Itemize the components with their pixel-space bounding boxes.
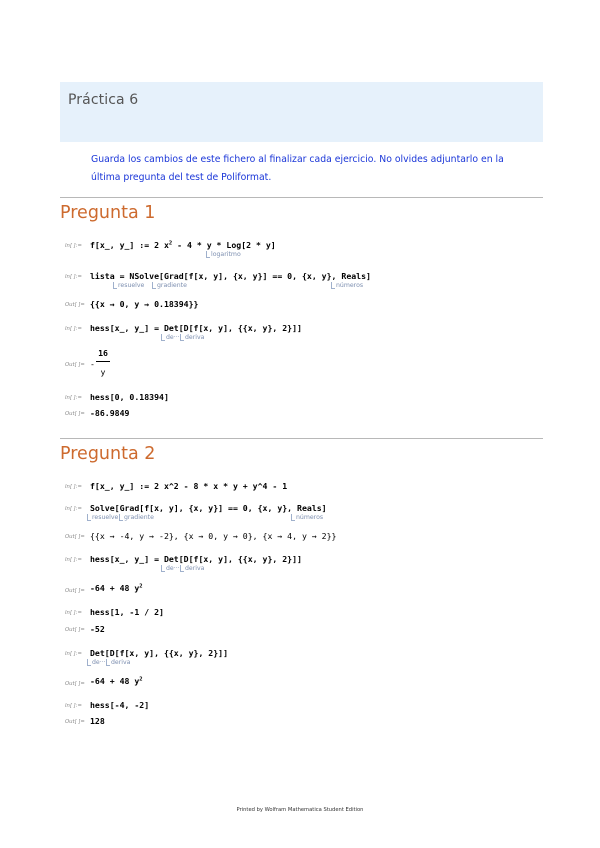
tooltip-de: de··· xyxy=(161,334,180,341)
output-minus-sign: - xyxy=(90,359,95,369)
section-divider xyxy=(60,438,543,439)
input-label: In[ ]:= xyxy=(65,484,82,490)
page-title: Práctica 6 xyxy=(68,92,139,108)
input-label: In[ ]:= xyxy=(65,557,82,563)
output-label: Out[ ]= xyxy=(65,681,85,687)
tooltip-resuelve: resuelve xyxy=(113,282,144,289)
input-cell-hess-eval[interactable]: hess[0, 0.18394] xyxy=(90,392,169,402)
tooltip-logaritmo: logaritmo xyxy=(206,251,241,258)
output-cell-hess: -64 + 48 $y^2$ xyxy=(90,583,143,593)
input-label: In[ ]:= xyxy=(65,506,82,512)
print-footer: Printed by Wolfram Mathematica Student Edition xyxy=(236,807,364,813)
input-label: In[ ]:= xyxy=(65,651,82,657)
output-label: Out[ ]= xyxy=(65,588,85,594)
input-label: In[ ]:= xyxy=(65,703,82,709)
input-cell-solve[interactable]: Solve[Grad[f[x, y], {x, y}] == 0, {x, y}, Reals] xyxy=(90,503,327,513)
input-cell-hess[interactable]: hess[x_, y_] = Det[D[f[x, y], {{x, y}, 2}]] xyxy=(90,554,302,564)
tooltip-gradiente: gradiente xyxy=(119,514,154,521)
output-label: Out[ ]= xyxy=(65,411,85,417)
input-label: In[ ]:= xyxy=(65,326,82,332)
input-cell-nsolve[interactable]: lista = NSolve[Grad[f[x, y], {x, y}] == 0, {x, y}, Reals] xyxy=(90,271,371,281)
fraction-numerator: 16 xyxy=(98,348,108,358)
fraction-denominator: y xyxy=(100,367,106,377)
section-title-pregunta-1: Pregunta 1 xyxy=(60,203,156,223)
title-cell xyxy=(60,82,543,142)
output-label: Out[ ]= xyxy=(65,627,85,633)
output-label: Out[ ]= xyxy=(65,719,85,725)
input-cell-define-f[interactable]: f[x_, y_] := 2 x^2 - 8 * x * y + y^4 - 1 xyxy=(90,481,288,491)
input-cell-det[interactable]: Det[D[f[x, y], {{x, y}, 2}]] xyxy=(90,648,229,658)
output-label: Out[ ]= xyxy=(65,534,85,540)
output-cell-nsolve: {{x → 0, y → 0.18394}} xyxy=(90,299,199,309)
input-cell-hess-eval-2[interactable]: hess[-4, -2] xyxy=(90,700,150,710)
tooltip-de: de··· xyxy=(87,659,106,666)
input-cell-hess-eval[interactable]: hess[1, -1 / 2] xyxy=(90,607,164,617)
section-divider xyxy=(60,197,543,198)
fraction-bar xyxy=(96,361,110,362)
output-label: Out[ ]= xyxy=(65,302,85,308)
tooltip-gradiente: gradiente xyxy=(152,282,187,289)
input-cell-hess[interactable]: hess[x_, y_] = Det[D[f[x, y], {{x, y}, 2}]] xyxy=(90,323,302,333)
tooltip-numeros: números xyxy=(331,282,363,289)
output-cell-det: -64 + 48 $y^2$ xyxy=(90,676,143,686)
input-cell-define-f[interactable]: f[x_, y_] := 2 $x^2 - 4$ * y * Log[2 * y] xyxy=(90,240,276,250)
output-cell-hess-eval: -52 xyxy=(90,624,105,634)
tooltip-de: de··· xyxy=(161,565,180,572)
input-label: In[ ]:= xyxy=(65,610,82,616)
instructions-text: Guarda los cambios de este fichero al finalizar cada ejercicio. No olvides adjuntarlo en la última pregunta del test de Poliformat. xyxy=(91,154,504,183)
tooltip-deriva: deriva xyxy=(180,565,204,572)
output-cell-hess-eval: -86.9849 xyxy=(90,408,130,418)
input-label: In[ ]:= xyxy=(65,243,82,249)
tooltip-deriva: deriva xyxy=(180,334,204,341)
output-cell-solve: {{x → -4, y → -2}, {x → 0, y → 0}, {x → 4, y → 2}} xyxy=(90,531,337,541)
output-label: Out[ ]= xyxy=(65,362,85,368)
tooltip-deriva: deriva xyxy=(106,659,130,666)
input-label: In[ ]:= xyxy=(65,395,82,401)
input-label: In[ ]:= xyxy=(65,274,82,280)
tooltip-resuelve: resuelve xyxy=(87,514,118,521)
tooltip-numeros: números xyxy=(291,514,323,521)
output-cell-hess-eval-2: 128 xyxy=(90,716,105,726)
section-title-pregunta-2: Pregunta 2 xyxy=(60,444,156,464)
